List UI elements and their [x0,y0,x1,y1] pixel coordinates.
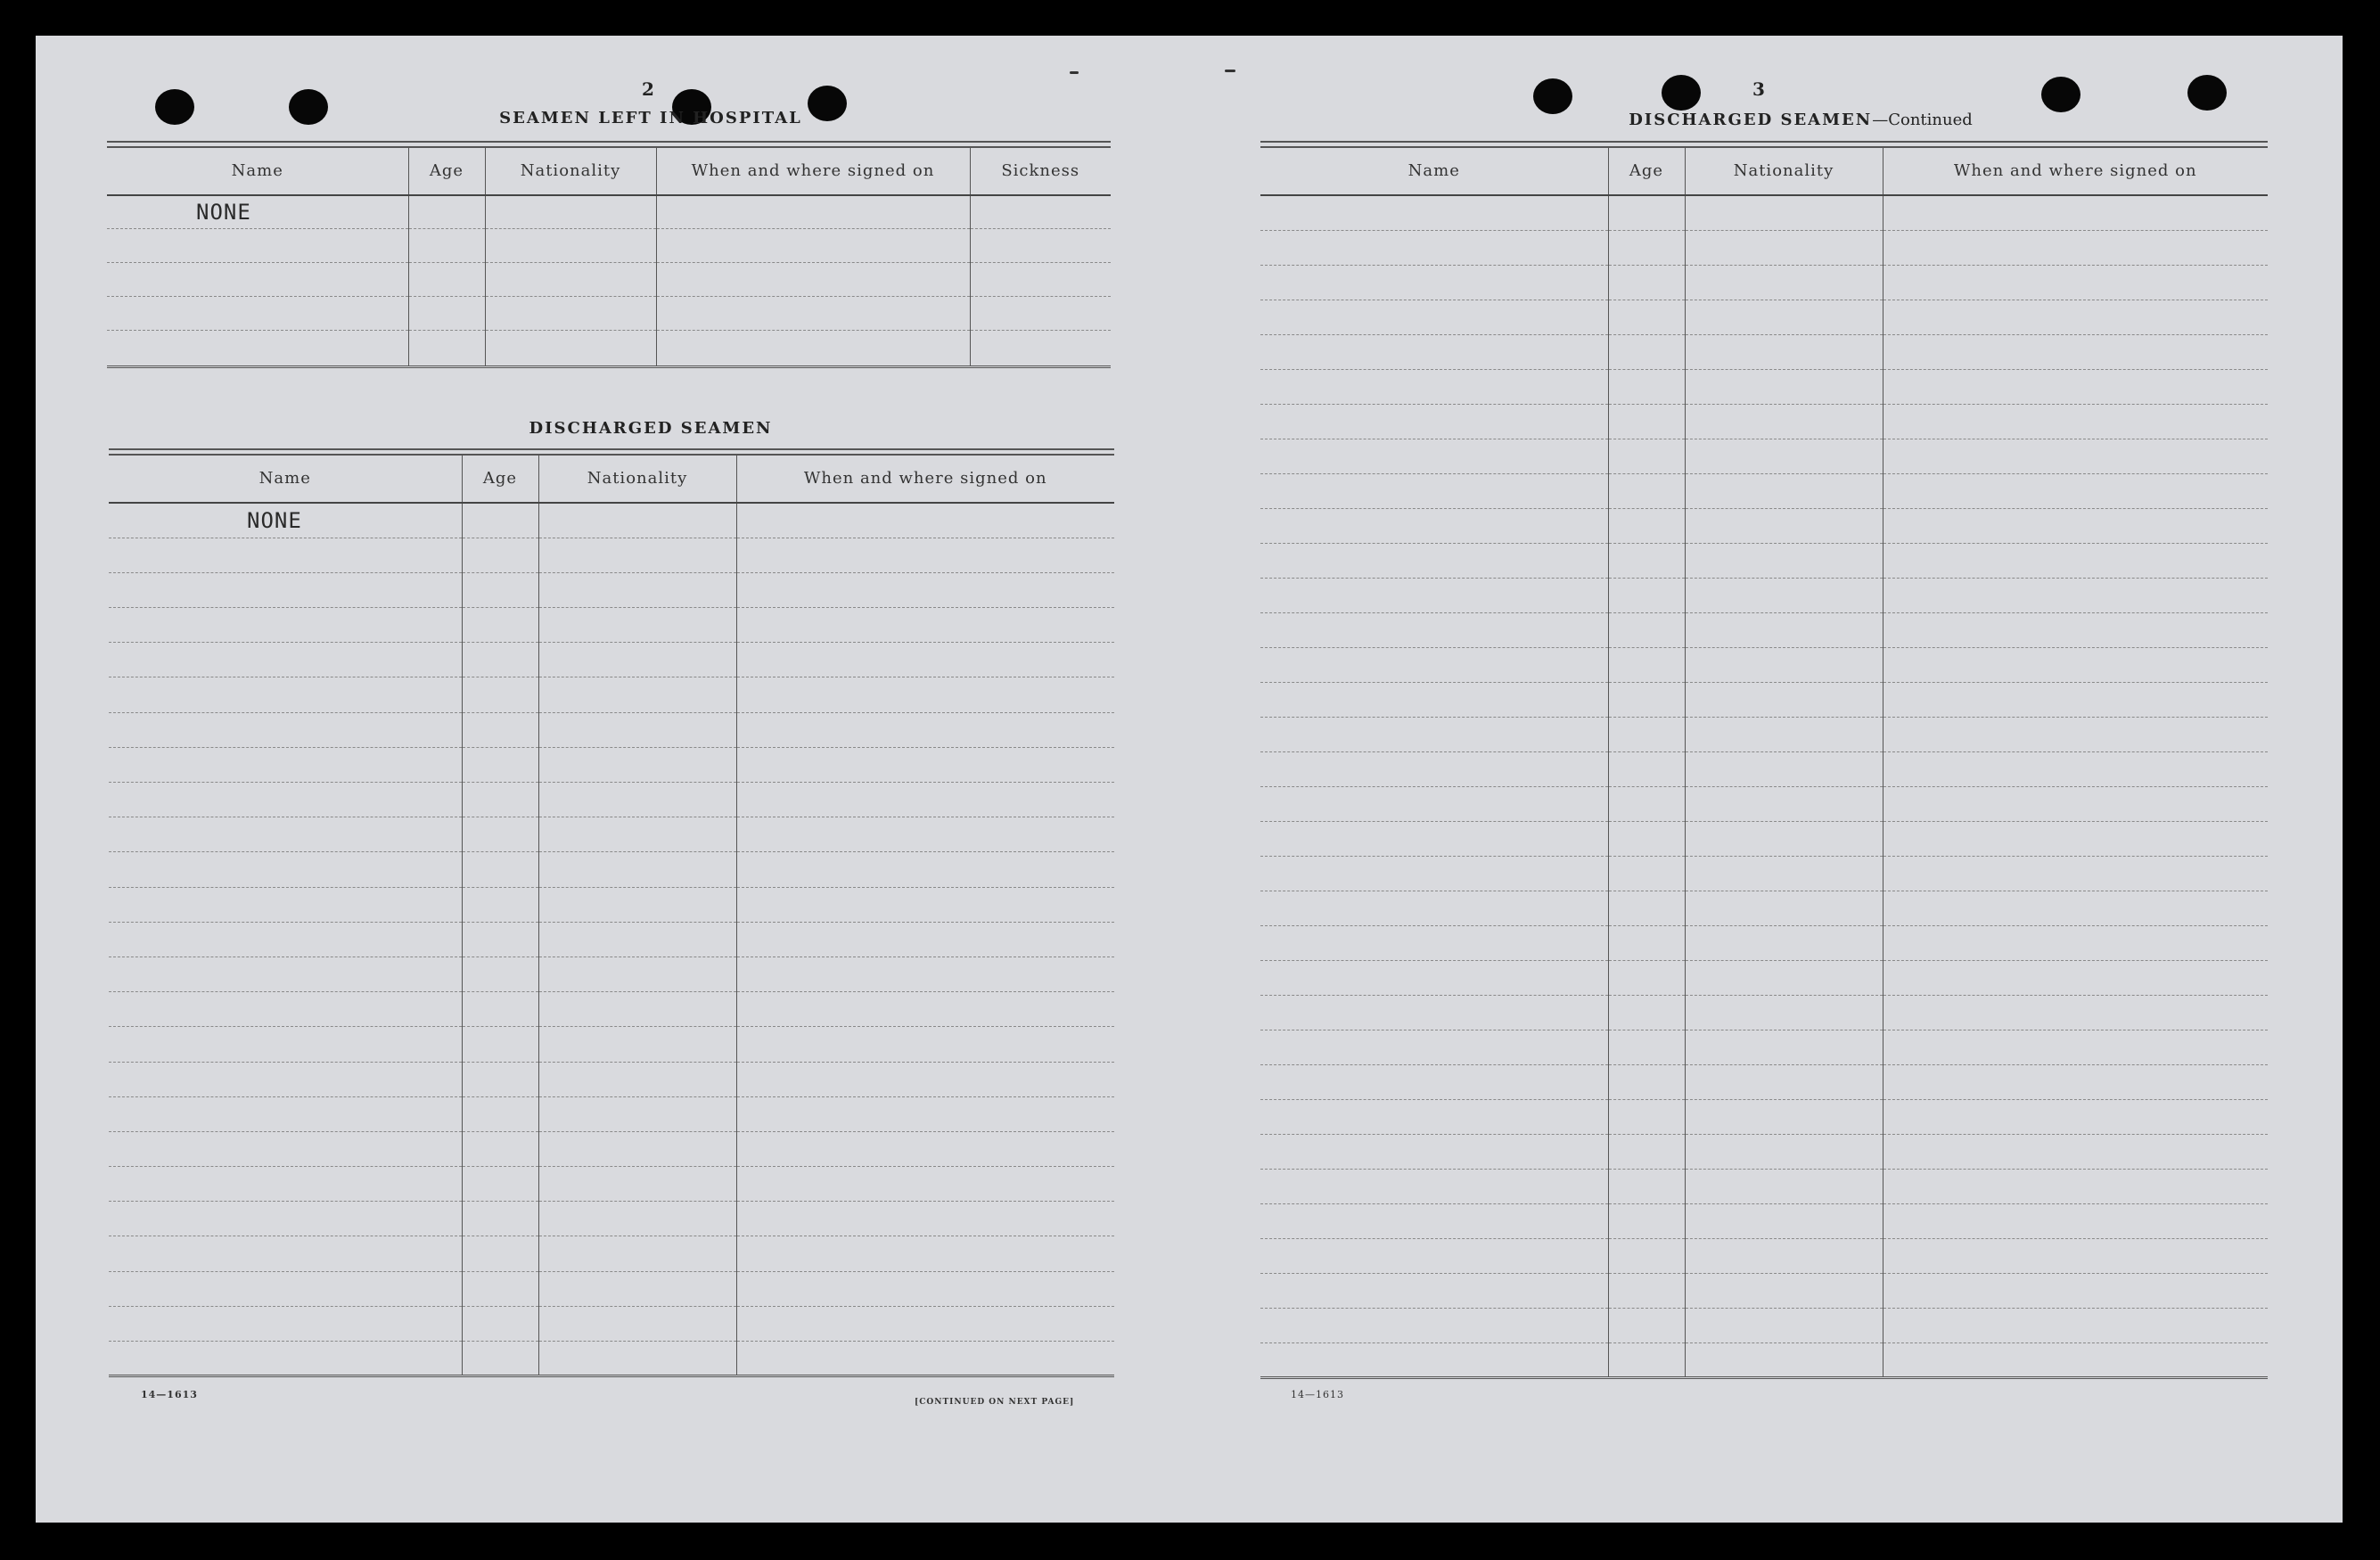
table-row [1260,1030,2268,1064]
table-row [109,747,1114,782]
table-row [1260,717,2268,751]
table-row [109,677,1114,712]
column-header-signed-on: When and where signed on [656,146,970,195]
table-row [1260,508,2268,543]
table-row [109,1167,1114,1202]
table-row [1260,647,2268,682]
column-header-nationality: Nationality [538,454,736,503]
table-row [109,572,1114,607]
page-number-left: 2 [642,78,654,100]
column-header-signed-on: When and where signed on [736,454,1114,503]
table-row [1260,300,2268,334]
column-header-name: Name [109,454,462,503]
punch-hole [2187,75,2227,111]
table-row [109,1342,1114,1376]
table-row [1260,1169,2268,1203]
ink-speck [1225,70,1235,72]
table-row [109,992,1114,1027]
column-header-age: Age [462,454,538,503]
table-row [109,503,1114,538]
punch-hole [289,89,328,125]
column-header-nationality: Nationality [485,146,656,195]
table-row [1260,1203,2268,1238]
column-header-signed-on: When and where signed on [1883,146,2268,195]
punch-hole [1533,78,1572,114]
table-row [1260,925,2268,960]
table-row [107,262,408,296]
ledger-sheet [36,36,2343,1523]
table-row [1260,960,2268,995]
table-row [109,1062,1114,1096]
column-header-nationality: Nationality [1685,146,1883,195]
column-header-name: Name [107,146,408,195]
page-number-right: 3 [1752,78,1765,100]
table-row [109,1202,1114,1236]
table-row [109,957,1114,991]
discharged-entry-name: NONE [109,503,462,538]
table-row [1260,543,2268,578]
title-continued: —Continued [1872,111,1973,129]
form-number-left: 14—1613 [141,1389,198,1400]
table-row [107,296,408,330]
table-row [1260,751,2268,786]
table-row [107,330,408,366]
table-row [1260,404,2268,439]
table-row [1260,1273,2268,1308]
discharged-continued-table [1260,146,2268,1379]
table-row [1260,230,2268,265]
punch-hole [155,89,194,125]
title-main: DISCHARGED SEAMEN [1629,111,1873,129]
table-row [1260,334,2268,369]
hospital-entry-name: NONE [107,195,408,228]
ink-speck [1070,71,1079,74]
table-row [109,608,1114,643]
table-row [109,1096,1114,1131]
table-row [1260,856,2268,891]
discharged-table [109,454,1114,1377]
table-row [109,817,1114,852]
table-row [109,1236,1114,1271]
table-row [1260,195,2268,230]
table-row [109,712,1114,747]
column-header-sickness: Sickness [970,146,1111,195]
table-row [109,1271,1114,1306]
table-row [1260,786,2268,821]
table-row [109,922,1114,957]
punch-hole [1662,75,1701,111]
table-row [109,887,1114,922]
table-row [1260,821,2268,856]
table-row [1260,265,2268,300]
table-row [109,852,1114,887]
table-row [107,228,408,262]
table-row [1260,439,2268,473]
table-row [1260,1308,2268,1342]
table-row [109,1027,1114,1062]
hospital-table [107,146,1111,368]
column-header-age: Age [1608,146,1685,195]
hospital-section-title: SEAMEN LEFT IN HOSPITAL [499,109,802,127]
table-row [109,643,1114,677]
table-row [109,1131,1114,1166]
table-row [1260,473,2268,508]
table-row [1260,891,2268,925]
table-row [1260,369,2268,404]
table-row [1260,995,2268,1030]
discharged-continued-title [1444,111,2157,129]
table-row [1260,612,2268,647]
column-header-name: Name [1260,146,1608,195]
table-row [109,783,1114,817]
continued-note: [CONTINUED ON NEXT PAGE] [915,1398,1075,1407]
form-number-right: 14—1613 [1291,1389,1344,1400]
table-row [1260,1099,2268,1134]
table-row [109,538,1114,572]
table-row [1260,578,2268,612]
column-header-age: Age [408,146,485,195]
punch-hole [2041,77,2080,112]
discharged-section-title: DISCHARGED SEAMEN [529,419,773,438]
table-row [1260,1342,2268,1377]
table-row [1260,1134,2268,1169]
table-row [1260,682,2268,717]
table-row [1260,1064,2268,1099]
table-row [1260,1238,2268,1273]
table-row [109,1306,1114,1341]
